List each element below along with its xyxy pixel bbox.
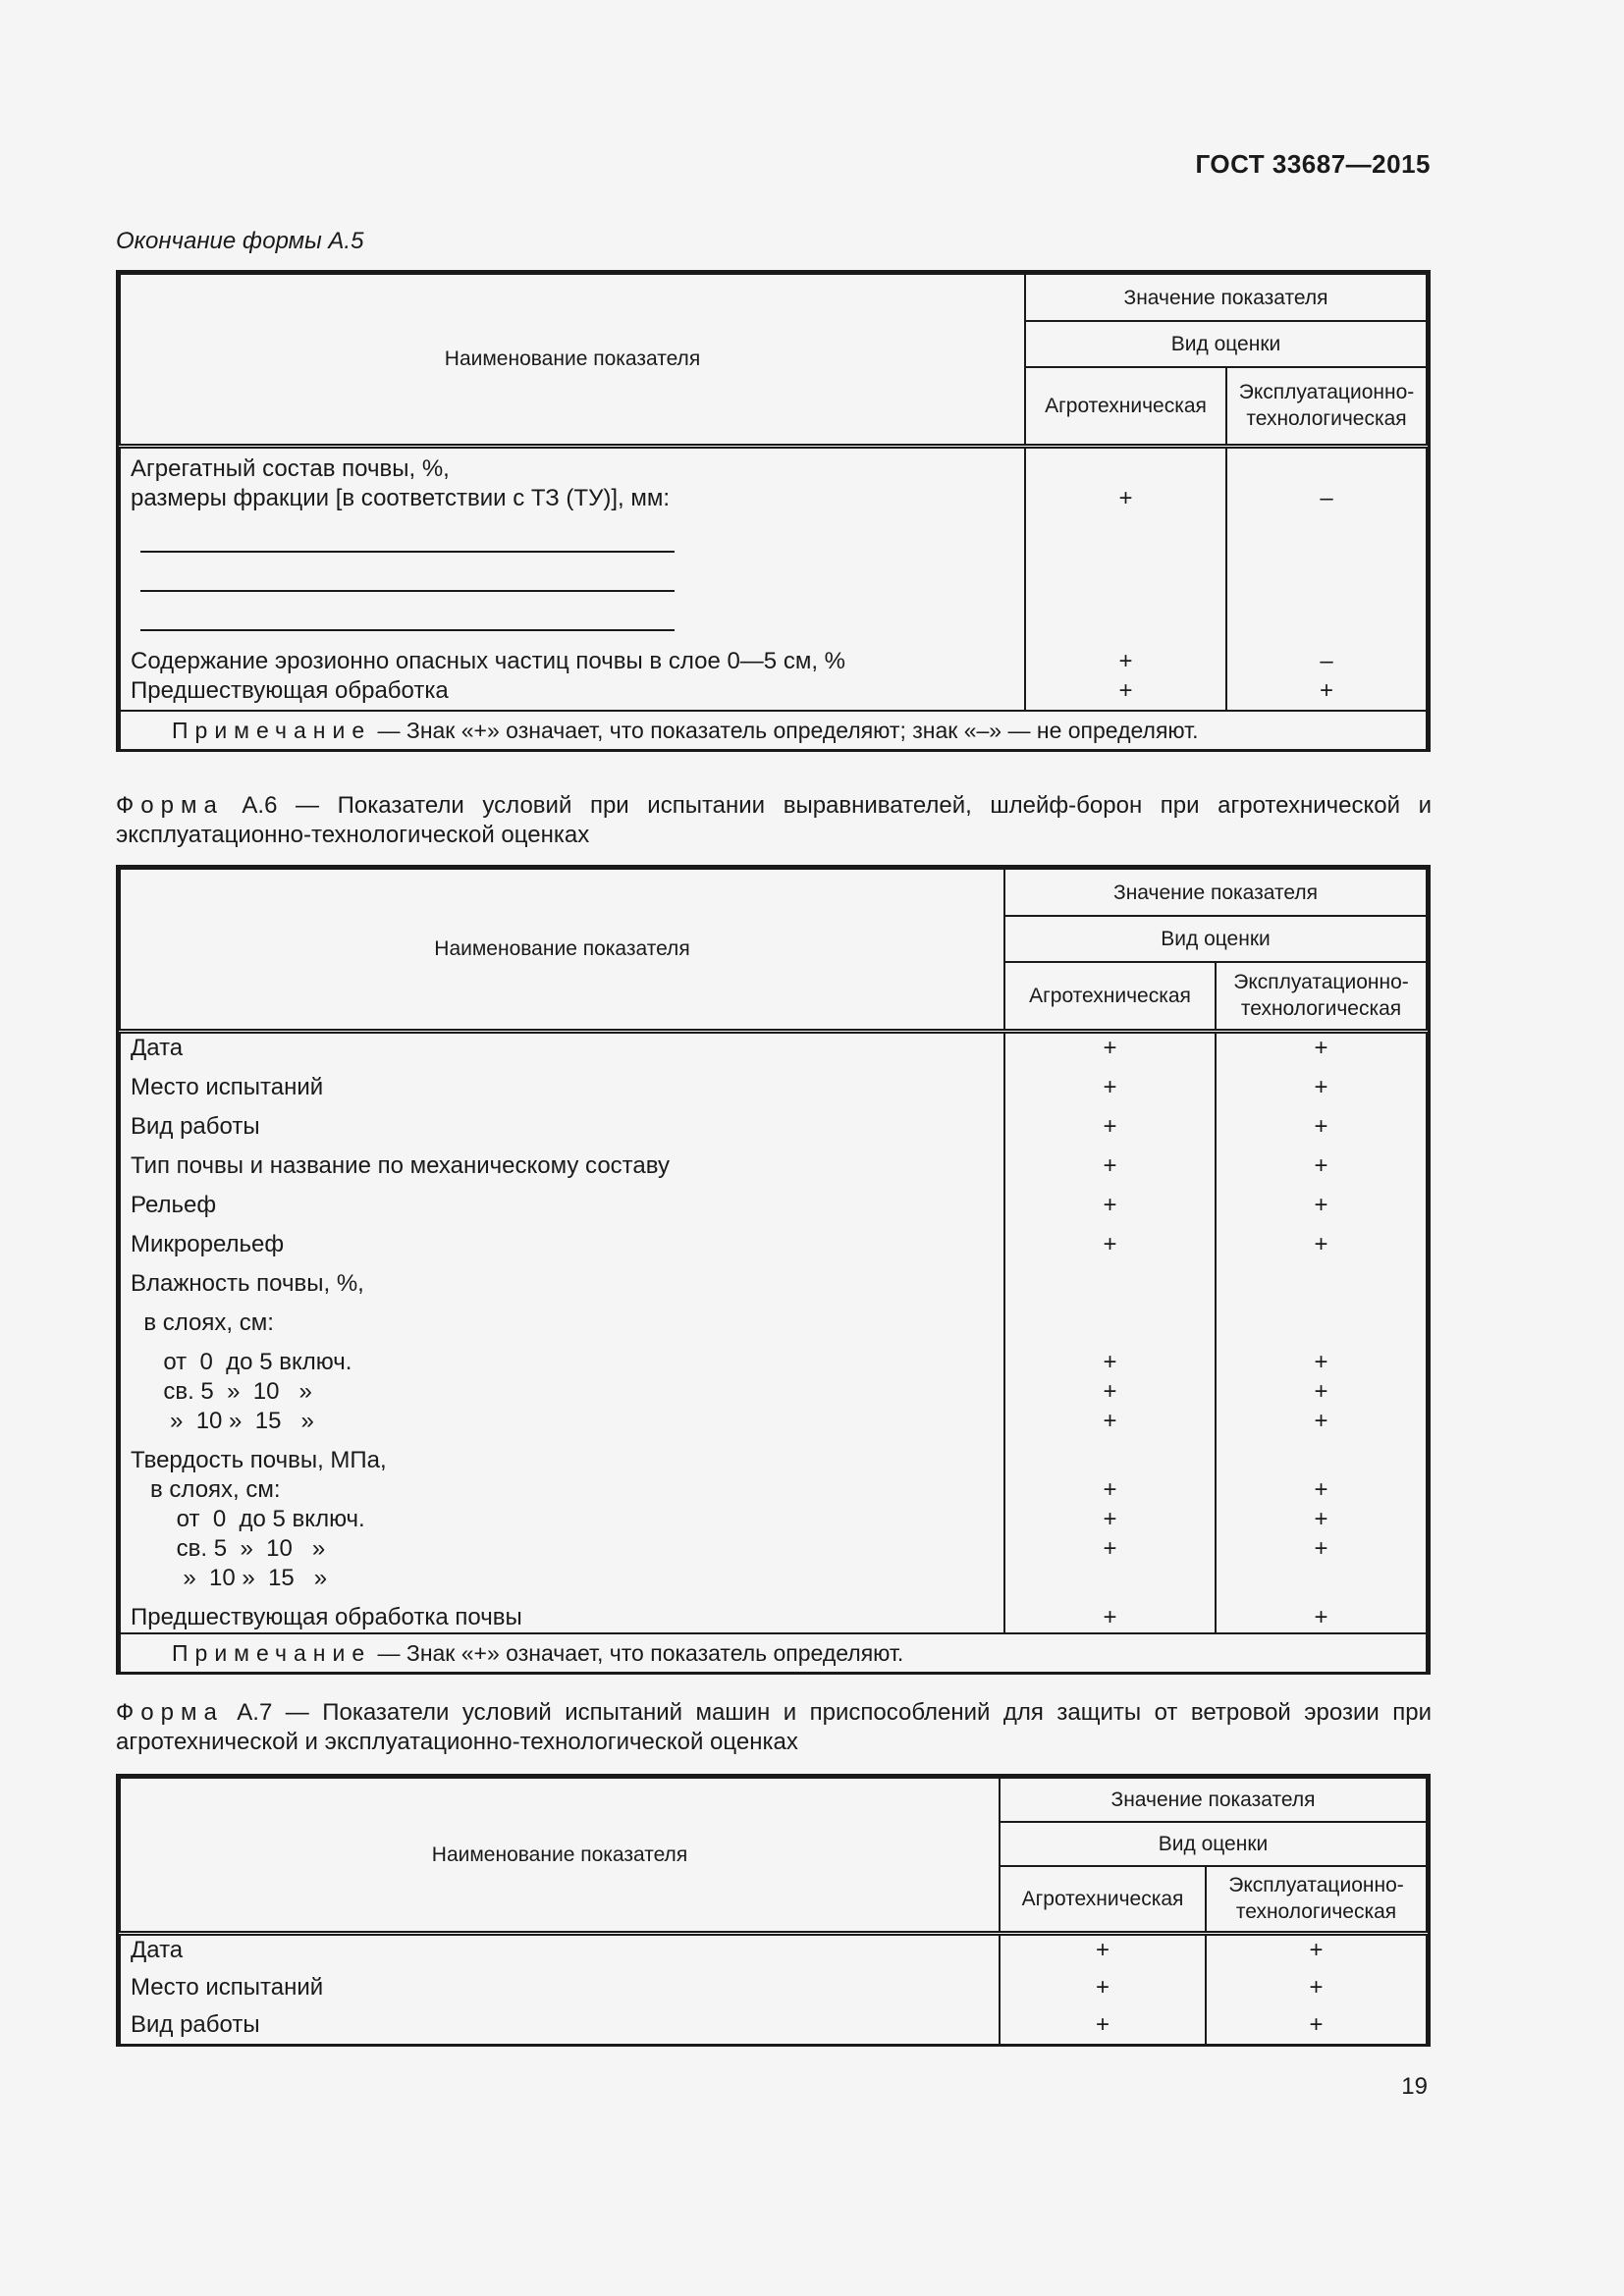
table-row: Предшествующая обработка + + (120, 676, 1427, 711)
column-header-expl: Эксплуатационно- технологическая (1206, 1866, 1427, 1933)
table-row: Агрегатный состав почвы, %, размеры фракции [в соответствии с ТЗ (ТУ)], мм: + – (120, 446, 1427, 631)
column-header-name: Наименование показателя (120, 274, 1025, 446)
column-header-name: Наименование показателя (120, 869, 1004, 1031)
table-note: Примечание — Знак «+» означает, что показатель определяют. (120, 1633, 1427, 1672)
table-form-a6 (116, 865, 1431, 1675)
column-header-value: Значение показателя (1025, 274, 1427, 321)
table-row: Дата Место испытаний Вид работы Тип почвы и название по механическому составу Рельеф Микрорельеф Влажность почвы, %, в слоях, см: от 0 до 5 включ. св. 5 » 10 » » 10 » 15 » Твердость почвы, МПа, в слоях, см: от 0 до 5 включ. св. 5 » 10 » » 10 » 15 » Предшествующая обработка почвы + + + + + + + + + + + + + + + + + + + + + + + + + + (120, 1031, 1427, 1633)
column-header-expl: Эксплуатационно- технологическая (1216, 962, 1427, 1031)
column-header-kind: Вид оценки (1004, 916, 1427, 962)
column-header-agro: Агротехническая (1025, 367, 1226, 446)
column-header-name: Наименование показателя (120, 1778, 1000, 1933)
blank-fill-line (131, 513, 1024, 553)
table-note: Примечание — Знак «+» означает, что показатель определяют; знак «–» — не определяют. (120, 711, 1427, 749)
blank-fill-line (131, 553, 1024, 592)
standard-code: ГОСТ 33687—2015 (1195, 149, 1431, 179)
table-form-a7 (116, 1774, 1431, 2047)
column-header-expl: Эксплуатационно- технологическая (1226, 367, 1427, 446)
column-header-kind: Вид оценки (1000, 1822, 1427, 1866)
column-header-value: Значение показателя (1000, 1778, 1427, 1822)
column-header-kind: Вид оценки (1025, 321, 1427, 367)
blank-fill-line (131, 592, 1024, 631)
form-a6-title: Форма А.6 — Показатели условий при испытании выравнивателей, шлейф-борон при агротехнической и эксплуатационно-технологической оценках (116, 792, 1432, 848)
column-header-value: Значение показателя (1004, 869, 1427, 916)
form-a7-title: Форма А.7 — Показатели условий испытаний машин и приспособлений для защиты от ветровой эрозии при агротехнической и эксплуатационно-технологической оценках (116, 1699, 1432, 1755)
table-row: Содержание эрозионно опасных частиц почвы в слое 0—5 см, % + – (120, 631, 1427, 676)
continuation-caption: Окончание формы А.5 (116, 228, 364, 254)
column-header-agro: Агротехническая (1000, 1866, 1206, 1933)
column-header-agro: Агротехническая (1004, 962, 1216, 1031)
table-form-a5 (116, 270, 1431, 752)
page-number: 19 (1401, 2073, 1428, 2100)
table-row: Дата Место испытаний Вид работы + + + + + + (120, 1933, 1427, 2044)
